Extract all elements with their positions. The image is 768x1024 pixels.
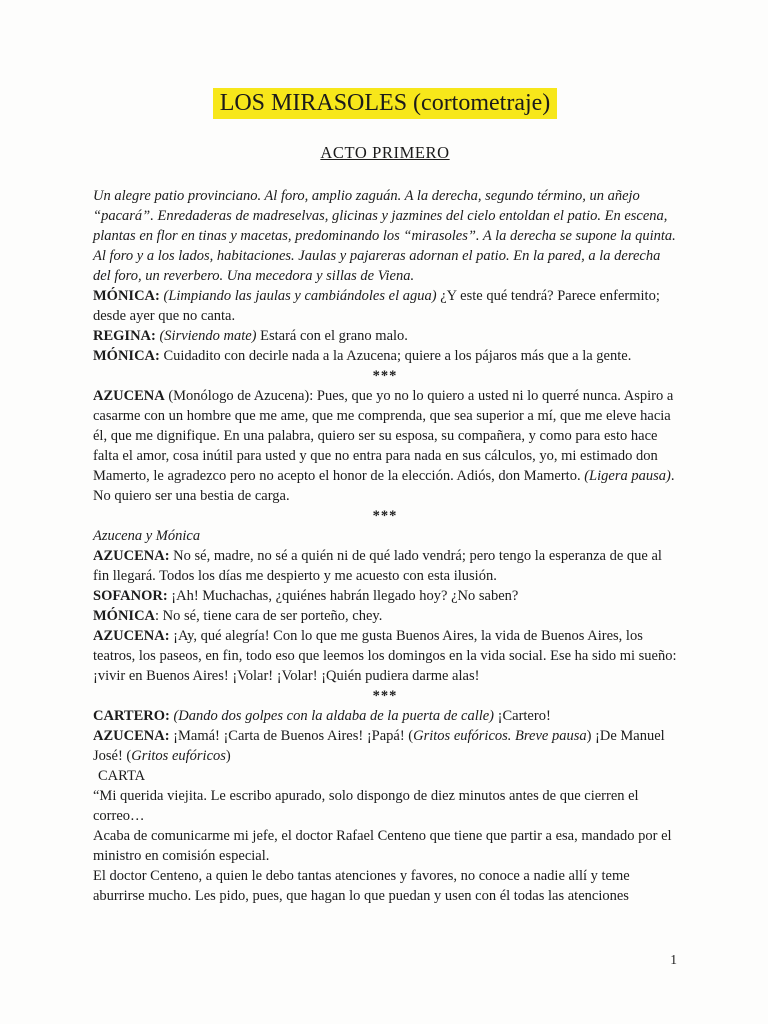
dialogue-line-sofanor: SOFANOR: ¡Ah! Muchachas, ¿quiénes habrán llegado hoy? ¿No saben? [93,588,519,604]
section-separator: *** [372,508,398,524]
letter-heading: CARTA [98,768,146,784]
dialogue-line-azucena-monologue: AZUCENA (Monólogo de Azucena): Pues, que yo no lo quiero a usted ni lo querré nunca. Aspiro a casarme con un hombre que me ame, que me comprenda, que sea superior a mí, que me eleve hacia él, que me dignifique. En una palabra, quiero ser su esposa, su compañera, y como para esto hace falta el amor, cosa inútil para usted y que no entra para nada en sus cálculos, yo, mi estimado don Mamerto, le agradezco pero no acepto el honor de la elección. Adiós, don Mamerto. (Ligera pausa). No quiero ser una bestia de carga. [93,388,675,504]
document-title [93,88,677,118]
page-footer [670,952,677,968]
act-heading [93,142,677,164]
title-highlight: LOS MIRASOLES (cortometraje) [213,88,558,119]
dialogue-line-monica: MÓNICA: (Limpiando las jaulas y cambiándoles el agua) ¿Y este qué tendrá? Parece enfermito; desde ayer que no canta. [93,288,660,324]
letter-paragraph: “Mi querida viejita. Le escribo apurado, solo dispongo de diez minutos antes de que cierren el correo… [93,788,639,824]
letter-paragraph: Acaba de comunicarme mi jefe, el doctor Rafael Centeno que tiene que partir a esa, mandado por el ministro en comisión especial. [93,828,672,864]
section-separator: *** [372,688,398,704]
page-number: 1 [670,952,677,967]
dialogue-line-monica: MÓNICA: Cuidadito con decirle nada a la Azucena; quiere a los pájaros más que a la gente. [93,348,632,364]
dialogue-line-azucena: AZUCENA: ¡Ay, qué alegría! Con lo que me gusta Buenos Aires, la vida de Buenos Aires, los teatros, los paseos, en fin, todo eso que leemos los domingos en la vida social. Ese ha sido mi sueño: ¡vivir en Buenos Aires! ¡Volar! ¡Volar! ¡Quién pudiera darme alas! [93,628,677,684]
script-body [93,186,677,906]
dialogue-line-monica: MÓNICA: No sé, tiene cara de ser porteño, chey. [93,608,383,624]
dialogue-line-azucena: AZUCENA: No sé, madre, no sé a quién ni de qué lado vendrá; pero tengo la esperanza de que al fin llegará. Todos los días me despierto y me acuesto con esta ilusión. [93,548,662,584]
dialogue-line-cartero: CARTERO: (Dando dos golpes con la aldaba de la puerta de calle) ¡Cartero! [93,708,551,724]
stage-direction: Azucena y Mónica [93,528,201,544]
section-separator: *** [372,368,398,384]
act-heading-text: ACTO PRIMERO [320,143,450,162]
letter-paragraph: El doctor Centeno, a quien le debo tantas atenciones y favores, no conoce a nadie allí y teme aburrirse mucho. Les pido, pues, que hagan lo que puedan y usen con él todas las atenciones [93,868,630,904]
stage-direction: Un alegre patio provinciano. Al foro, amplio zaguán. A la derecha, segundo término, un añejo “pacará”. Enredaderas de madreselvas, glicinas y jazmines del cielo entoldan el patio. En escena, plantas en flor en tinas y macetas, predominando los “mirasoles”. A la derecha se supone la quinta. Al foro y a los lados, habitaciones. Jaulas y pajareras adornan el patio. En la pared, a la derecha del foro, un reverbero. Una mecedora y sillas de Viena. [93,188,676,284]
dialogue-line-regina: REGINA: (Sirviendo mate) Estará con el grano malo. [93,328,408,344]
dialogue-line-azucena: AZUCENA: ¡Mamá! ¡Carta de Buenos Aires! ¡Papá! (Gritos eufóricos. Breve pausa) ¡De Manuel José! (Gritos eufóricos) [93,728,665,764]
